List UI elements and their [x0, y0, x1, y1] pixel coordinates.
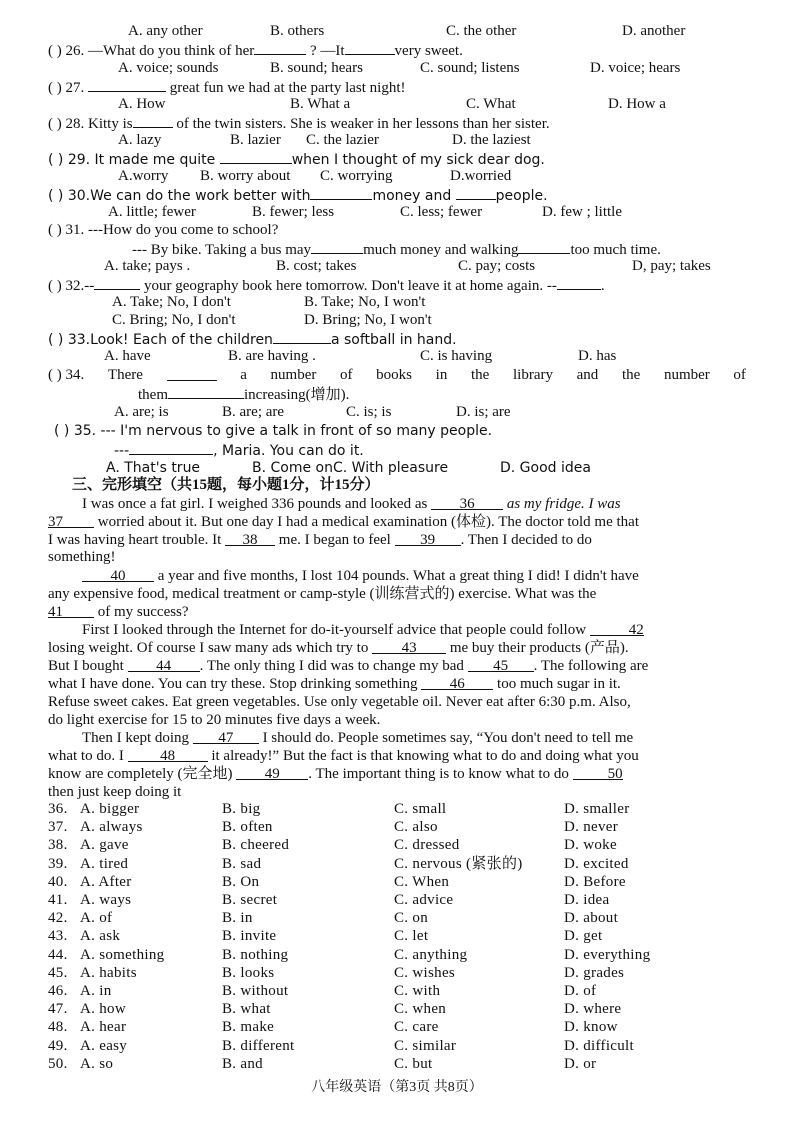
q31-option-b: B. cost; takes — [276, 258, 357, 274]
q29-option-d: D.worried — [450, 168, 512, 184]
passage-line: losing weight. Of course I saw many ads which try to 43 me buy their products (产品). — [48, 640, 629, 656]
cloze-option-d: D. Before — [564, 873, 626, 890]
passage-line: Refuse sweet cakes. Eat green vegetables. Use only vegetable oil. Never eat after 6:30 p.m. Also, — [48, 694, 631, 710]
q34-line-2: them increasing(增加). — [138, 384, 349, 404]
cloze-option-a: A. always — [80, 819, 143, 836]
q32-option-a: A. Take; No, I don't — [112, 294, 231, 310]
cloze-option-c: C. care — [394, 1019, 439, 1036]
cloze-option-a: A. bigger — [80, 801, 140, 817]
cloze-option-c: C. with — [394, 983, 441, 999]
q29-number: ( ) 29. — [48, 152, 91, 168]
cloze-option-c: C. let — [394, 928, 429, 945]
q32-option-b: B. Take; No, I won't — [304, 294, 426, 310]
blank-48[interactable]: 48 — [128, 747, 208, 762]
q31-blank-2[interactable] — [518, 239, 570, 254]
q28-stem: ( ) 28. Kitty is of the twin sisters. She is weaker in her lessons than her sister. — [48, 113, 550, 133]
q30-option-a: A. little; fewer — [108, 204, 196, 220]
q29-option-b: B. worry about — [200, 168, 291, 184]
q27-blank[interactable] — [88, 77, 166, 92]
cloze-option-d: D. excited — [564, 855, 629, 872]
cloze-question-number: 40. — [48, 873, 68, 890]
passage-line: then just keep doing it — [48, 784, 182, 800]
passage-line: I was having heart trouble. It 38 me. I began to feel 39 . Then I decided to do — [48, 532, 592, 548]
cloze-option-b: B. different — [222, 1037, 295, 1054]
cloze-option-d: D. woke — [564, 837, 617, 854]
q32-option-c: C. Bring; No, I don't — [112, 312, 236, 328]
passage-line: do light exercise for 15 to 20 minutes five days a week. — [48, 712, 381, 728]
q30-option-b: B. fewer; less — [252, 204, 335, 220]
q33-option-d: D. has — [578, 348, 617, 364]
blank-40[interactable]: 40 — [82, 567, 154, 582]
blank-37[interactable]: 37 — [48, 513, 94, 528]
cloze-option-b: B. invite — [222, 928, 277, 945]
cloze-question-number: 38. — [48, 837, 68, 854]
q28-option-b: B. lazier — [230, 132, 281, 148]
q26-option-a: A. voice; sounds — [118, 60, 219, 76]
cloze-option-b: B. and — [222, 1055, 263, 1072]
cloze-question-number: 46. — [48, 983, 68, 999]
cloze-option-c: C. but — [394, 1055, 433, 1072]
q30-option-d: D. few ; little — [542, 204, 622, 220]
blank-50[interactable]: 50 — [573, 765, 623, 780]
q27-stem: ( ) 27. great fun we had at the party last night! — [48, 77, 406, 97]
q27-option-c: C. What — [466, 96, 516, 112]
q31-option-d: D, pay; takes — [632, 258, 711, 274]
q29-option-c: C. worrying — [320, 168, 393, 184]
q30-blank-1[interactable] — [310, 185, 372, 200]
cloze-option-d: D. never — [564, 819, 619, 836]
q33-option-a: A. have — [104, 348, 151, 364]
cloze-option-a: A. ways — [80, 892, 132, 908]
cloze-option-c: C. similar — [394, 1037, 457, 1054]
cloze-option-d: D. get — [564, 928, 603, 945]
q31-stem: ( ) 31. ---How do you come to school? — [48, 222, 279, 238]
q28-option-c: C. the lazier — [306, 132, 379, 148]
q28-option-d: D. the laziest — [452, 132, 531, 148]
cloze-question-number: 39. — [48, 855, 68, 872]
cloze-option-c: C. advice — [394, 892, 454, 908]
cloze-question-number: 44. — [48, 946, 68, 963]
blank-45[interactable]: 45 — [468, 657, 534, 672]
q26-blank-1[interactable] — [254, 40, 306, 55]
cloze-option-c: C. small — [394, 801, 447, 817]
cloze-option-c: C. When — [394, 873, 450, 890]
page-footer: 八年级英语（第3页 共8页） — [311, 1080, 483, 1095]
cloze-option-c: C. nervous (紧张的) — [394, 855, 523, 872]
cloze-option-b: B. without — [222, 983, 289, 999]
q27-option-d: D. How a — [608, 96, 666, 112]
cloze-option-a: A. something — [80, 946, 165, 963]
cloze-option-a: A. gave — [80, 837, 129, 854]
blank-38[interactable]: 38 — [225, 531, 275, 546]
cloze-option-a: A. After — [80, 873, 132, 890]
cloze-option-d: D. everything — [564, 946, 651, 963]
blank-43[interactable]: 43 — [372, 639, 446, 654]
q31-option-a: A. take; pays . — [104, 258, 191, 274]
q26-option-c: C. sound; listens — [420, 60, 520, 76]
passage-line: what to do. I 48 it already!” But the fact is that knowing what to do and doing what you — [48, 748, 639, 764]
cloze-question-number: 48. — [48, 1019, 68, 1036]
q33-option-b: B. are having . — [228, 348, 316, 364]
q35-stem: ( ) 35. --- I'm nervous to give a talk in front of so many people. — [54, 423, 493, 439]
q35-number: ( ) 35. — [54, 423, 97, 439]
cloze-option-c: C. wishes — [394, 964, 456, 981]
q35-line-2: --- , Maria. You can do it. — [114, 440, 364, 460]
q35-option-d: D. Good idea — [500, 460, 591, 476]
cloze-option-c: C. anything — [394, 946, 468, 963]
blank-41[interactable]: 41 — [48, 603, 94, 618]
q34-option-a: A. are; is — [114, 404, 169, 420]
q33-option-c: C. is having — [420, 348, 493, 364]
q31-number: ( ) 31. — [48, 222, 85, 238]
passage-line: 40 a year and five months, I lost 104 pounds. What a great thing I did! I didn't have — [82, 567, 639, 585]
q30-stem: ( ) 30.We can do the work better with money and people. — [48, 185, 548, 205]
cloze-option-d: D. grades — [564, 964, 625, 981]
cloze-option-a: A. habits — [80, 964, 137, 981]
cloze-option-c: C. dressed — [394, 837, 460, 854]
cloze-option-b: B. secret — [222, 892, 278, 908]
q34-blank-2[interactable] — [168, 384, 244, 399]
blank-47[interactable]: 47 — [193, 729, 259, 744]
passage-line: something! — [48, 549, 116, 565]
cloze-question-number: 49. — [48, 1037, 68, 1054]
q31-blank-1[interactable] — [311, 239, 363, 254]
blank-49[interactable]: 49 — [236, 765, 308, 780]
passage-line: what I have done. You can try these. Stop drinking something 46 too much sugar in it. — [48, 676, 621, 692]
cloze-option-a: A. how — [80, 1001, 126, 1018]
cloze-question-number: 41. — [48, 892, 68, 908]
cloze-option-a: A. in — [80, 983, 112, 999]
cloze-option-b: B. looks — [222, 964, 275, 981]
q27-option-b: B. What a — [290, 96, 351, 112]
cloze-option-c: C. on — [394, 910, 429, 927]
cloze-question-number: 42. — [48, 910, 68, 927]
q34-option-b: B. are; are — [222, 404, 285, 420]
passage-line: 37 worried about it. But one day I had a medical examination (体检). The doctor told me that — [48, 514, 639, 530]
q27-option-a: A. How — [118, 96, 166, 112]
q33-number: ( ) 33. — [48, 332, 91, 348]
q30-blank-2[interactable] — [456, 185, 496, 200]
passage-line: But I bought 44 . The only thing I did was to change my bad 45 . The following are — [48, 658, 649, 674]
q25-option-b: B. others — [270, 23, 325, 39]
cloze-option-a: A. so — [80, 1055, 114, 1072]
cloze-option-d: D. idea — [564, 892, 610, 908]
cloze-option-a: A. ask — [80, 928, 121, 945]
passage-line: First I looked through the Internet for do-it-yourself advice that people could follow 42 — [82, 622, 644, 638]
cloze-question-number: 37. — [48, 819, 68, 836]
cloze-option-b: B. nothing — [222, 946, 289, 963]
cloze-option-a: A. tired — [80, 855, 129, 872]
cloze-option-a: A. of — [80, 910, 113, 927]
q25-option-a: A. any other — [128, 23, 203, 39]
cloze-option-c: C. also — [394, 819, 438, 836]
q28-number: ( ) 28. — [48, 116, 85, 132]
q26-option-d: D. voice; hears — [590, 60, 681, 76]
q34-stem: ( ) 34. There a number of books in the library and the number of — [48, 367, 746, 383]
passage-line: any expensive food, medical treatment or camp-style (训练营式的) exercise. What was the — [48, 586, 597, 602]
passage-line: 41 of my success? — [48, 604, 189, 620]
blank-44[interactable]: 44 — [128, 657, 200, 672]
cloze-question-number: 45. — [48, 964, 68, 981]
q34-blank-1[interactable] — [167, 366, 217, 381]
q34-option-c: C. is; is — [346, 404, 392, 420]
cloze-option-d: D. of — [564, 983, 597, 999]
blank-46[interactable]: 46 — [421, 675, 493, 690]
q35-option-bc: B. Come onC. With pleasure — [252, 460, 449, 476]
q31-option-c: C. pay; costs — [458, 258, 536, 274]
q33-stem: ( ) 33.Look! Each of the children a softball in hand. — [48, 329, 457, 349]
blank-42[interactable]: 42 — [590, 621, 644, 636]
q32-blank-1[interactable] — [94, 275, 140, 290]
q26-stem: ( ) 26. —What do you think of her ? —It very sweet. — [48, 40, 463, 60]
cloze-option-a: A. hear — [80, 1019, 127, 1036]
cloze-option-d: D. know — [564, 1019, 618, 1036]
q26-blank-2[interactable] — [345, 40, 395, 55]
q29-blank[interactable] — [220, 149, 292, 164]
passage-line: Then I kept doing 47 I should do. People sometimes say, “You don't need to tell me — [82, 730, 634, 746]
cloze-question-number: 50. — [48, 1055, 68, 1072]
cloze-option-d: D. where — [564, 1001, 622, 1018]
q31-answer-line: --- By bike. Taking a bus may much money and walking too much time. — [132, 239, 661, 259]
cloze-option-b: B. make — [222, 1019, 275, 1036]
cloze-option-d: D. about — [564, 910, 619, 927]
cloze-option-d: D. or — [564, 1055, 597, 1072]
cloze-option-d: D. difficult — [564, 1037, 634, 1054]
q27-number: ( ) 27. — [48, 80, 85, 96]
q30-option-c: C. less; fewer — [400, 204, 483, 220]
q32-option-d: D. Bring; No, I won't — [304, 312, 432, 328]
cloze-option-b: B. what — [222, 1001, 271, 1018]
cloze-option-b: B. On — [222, 873, 260, 890]
q34-number: ( ) 34. — [48, 367, 85, 383]
q26-option-b: B. sound; hears — [270, 60, 363, 76]
q26-number: ( ) 26. — [48, 43, 85, 59]
q33-blank[interactable] — [273, 329, 331, 344]
passage-line: I was once a fat girl. I weighed 336 pounds and looked as 36 as my fridge. I was — [82, 496, 621, 512]
q29-option-a: A.worry — [118, 168, 169, 184]
cloze-question-number: 36. — [48, 801, 68, 817]
q25-option-c: C. the other — [446, 23, 517, 39]
passage-line: know are completely (完全地) 49 . The important thing is to know what to do 50 — [48, 766, 623, 782]
cloze-option-b: B. cheered — [222, 837, 290, 854]
q28-blank[interactable] — [133, 113, 173, 128]
q28-option-a: A. lazy — [118, 132, 162, 148]
cloze-option-b: B. in — [222, 910, 253, 927]
q30-number: ( ) 30. — [48, 188, 91, 204]
cloze-question-number: 43. — [48, 928, 68, 945]
blank-36[interactable]: 36 — [431, 495, 503, 510]
section-heading-cloze: 三、完形填空（共15题，每小题1分，计15分） — [72, 477, 380, 493]
q35-blank[interactable] — [129, 440, 213, 455]
q34-option-d: D. is; are — [456, 404, 511, 420]
cloze-option-c: C. when — [394, 1001, 447, 1018]
q32-blank-2[interactable] — [557, 275, 601, 290]
blank-39[interactable]: 39 — [395, 531, 461, 546]
q32-stem: ( ) 32.-- your geography book here tomorrow. Don't leave it at home again. -- . — [48, 275, 605, 295]
cloze-option-b: B. sad — [222, 855, 262, 872]
q32-number: ( ) 32. — [48, 278, 85, 294]
cloze-option-d: D. smaller — [564, 801, 630, 817]
q25-option-d: D. another — [622, 23, 686, 39]
q29-stem: ( ) 29. It made me quite when I thought of my sick dear dog. — [48, 149, 545, 169]
cloze-question-number: 47. — [48, 1001, 68, 1018]
cloze-option-b: B. often — [222, 819, 273, 836]
cloze-option-b: B. big — [222, 801, 261, 817]
q35-option-a: A. That's true — [106, 460, 201, 476]
cloze-option-a: A. easy — [80, 1037, 128, 1054]
